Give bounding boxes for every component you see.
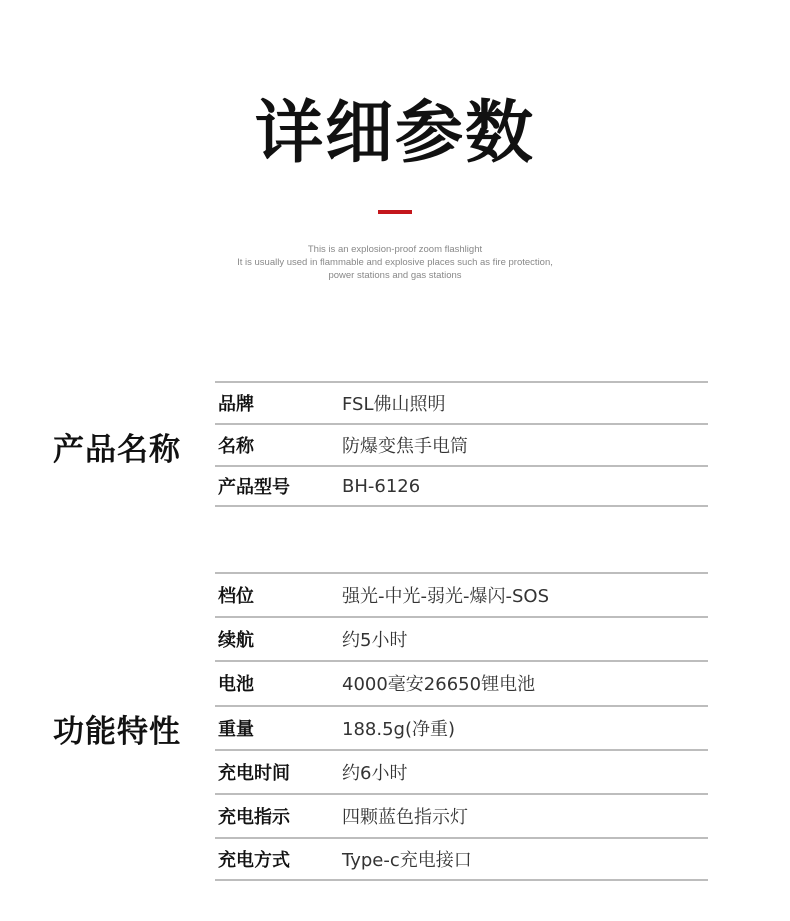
spec-value: 4000毫安26650锂电池: [342, 674, 536, 696]
spec-key: 续航: [218, 630, 254, 652]
table-row: [215, 423, 708, 465]
table-row: [215, 381, 708, 423]
spec-key: 充电指示: [218, 807, 290, 829]
table-row: [215, 705, 708, 749]
section-label-product-name: 产品名称: [53, 432, 181, 468]
subtitle: [0, 243, 790, 282]
subtitle-line: This is an explosion-proof zoom flashlight: [307, 244, 483, 255]
spec-table-features: [215, 572, 708, 881]
table-row: [215, 572, 708, 616]
spec-value: 防爆变焦手电筒: [342, 436, 468, 457]
spec-key: 名称: [218, 436, 254, 457]
spec-value: 188.5g(净重): [342, 718, 456, 740]
spec-value: 四颗蓝色指示灯: [342, 807, 468, 829]
title-accent-divider: [378, 210, 412, 214]
spec-value: 强光-中光-弱光-爆闪-SOS: [342, 586, 549, 608]
spec-key: 充电时间: [218, 762, 290, 784]
table-row: [215, 616, 708, 660]
spec-value: Type-c充电接口: [342, 850, 472, 872]
subtitle-line: It is usually used in flammable and explosive places such as fire protection,: [237, 257, 553, 268]
spec-key: 充电方式: [218, 850, 290, 872]
table-row: [215, 749, 708, 793]
spec-value: 约6小时: [342, 762, 408, 784]
table-row: [215, 660, 708, 704]
table-row: [215, 793, 708, 837]
spec-table-product: [215, 381, 708, 507]
table-row: [215, 837, 708, 881]
page-title: 详细参数: [254, 94, 535, 173]
spec-key: 档位: [218, 586, 254, 608]
spec-value: 约5小时: [342, 630, 408, 652]
spec-key: 产品型号: [218, 477, 290, 498]
spec-value: FSL佛山照明: [342, 394, 446, 415]
spec-key: 品牌: [218, 394, 254, 415]
spec-key: 电池: [218, 674, 254, 696]
spec-key: 重量: [218, 718, 254, 740]
section-label-features: 功能特性: [53, 714, 181, 750]
table-row: [215, 465, 708, 507]
spec-value: BH-6126: [342, 475, 421, 497]
subtitle-line: power stations and gas stations: [328, 270, 462, 281]
